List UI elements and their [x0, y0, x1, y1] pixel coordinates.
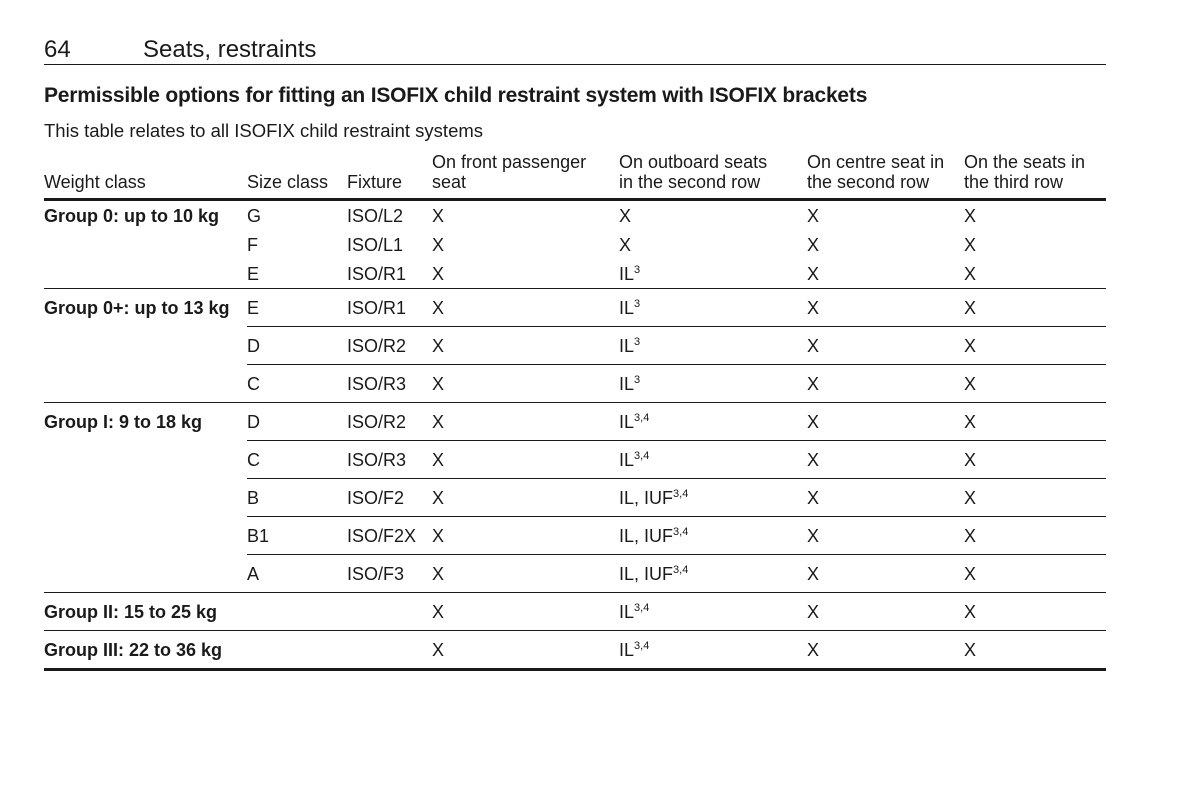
centre-second-row-cell-text: X: [807, 449, 820, 470]
outboard-second-row-cell-text: IL: [619, 263, 635, 284]
size-class-cell-text: C: [247, 449, 260, 470]
table-body: [44, 200, 1106, 670]
table-row: [44, 555, 1106, 593]
front-passenger-cell: [432, 555, 619, 593]
centre-second-row-cell-text: X: [807, 487, 820, 508]
centre-second-row-cell-text: X: [807, 373, 820, 394]
header-third-row: [964, 152, 1106, 200]
outboard-second-row-cell: [619, 441, 807, 479]
third-row-cell-text: X: [964, 234, 977, 255]
centre-second-row-cell-text: X: [807, 411, 820, 432]
weight-class-cell: [44, 593, 247, 631]
weight-class-cell-text: Group 0: up to 10 kg: [44, 205, 220, 226]
table-row: [44, 517, 1106, 555]
centre-second-row-cell: [807, 259, 964, 289]
front-passenger-cell: [432, 327, 619, 365]
header-centre-second-row: [807, 152, 964, 200]
size-class-cell: [247, 441, 347, 479]
front-passenger-cell: [432, 479, 619, 517]
header-line: On centre seat in: [807, 152, 945, 172]
centre-second-row-cell: [807, 327, 964, 365]
footnote-reference: 3: [634, 263, 641, 276]
fixture-cell-text: ISO/R2: [347, 411, 407, 432]
fixture-cell-text: ISO/L1: [347, 234, 404, 255]
size-class-cell-text: B1: [247, 525, 270, 546]
third-row-cell: [964, 441, 1106, 479]
front-passenger-cell: [432, 631, 619, 670]
front-passenger-cell-text: X: [432, 525, 445, 546]
third-row-cell: [964, 555, 1106, 593]
size-class-cell-text: B: [247, 487, 260, 508]
header-line: On the seats in: [964, 152, 1086, 172]
header-line: in the second row: [619, 172, 761, 192]
header-line: the third row: [964, 172, 1064, 192]
centre-second-row-cell: [807, 441, 964, 479]
weight-class-cell-text: Group II: 15 to 25 kg: [44, 601, 218, 622]
front-passenger-cell-text: X: [432, 234, 445, 255]
outboard-second-row-cell-text: IL: [619, 411, 635, 432]
weight-class-cell: [44, 631, 247, 670]
header-weight-class: Weight class: [44, 152, 247, 200]
header-fixture: Fixture: [347, 152, 432, 200]
outboard-second-row-cell-text: IL, IUF: [619, 487, 674, 508]
centre-second-row-cell-text: X: [807, 601, 820, 622]
table-row: [44, 593, 1106, 631]
outboard-second-row-cell-text: IL: [619, 601, 635, 622]
front-passenger-cell: [432, 441, 619, 479]
third-row-cell: [964, 631, 1106, 670]
weight-class-cell: [44, 259, 247, 289]
fixture-cell: [347, 403, 432, 441]
outboard-second-row-cell: [619, 289, 807, 327]
fixture-cell-text: ISO/R2: [347, 335, 407, 356]
centre-second-row-cell: [807, 200, 964, 231]
fixture-cell: [347, 259, 432, 289]
size-class-cell-text: D: [247, 335, 260, 356]
centre-second-row-cell: [807, 517, 964, 555]
centre-second-row-cell-text: X: [807, 234, 820, 255]
table-row: [44, 200, 1106, 231]
centre-second-row-cell: [807, 631, 964, 670]
front-passenger-cell-text: X: [432, 411, 445, 432]
weight-class-cell: [44, 479, 247, 517]
weight-class-cell: [44, 230, 247, 259]
third-row-cell: [964, 327, 1106, 365]
front-passenger-cell-text: X: [432, 263, 445, 284]
third-row-cell: [964, 517, 1106, 555]
fixture-cell: [347, 631, 432, 670]
fixture-cell: [347, 200, 432, 231]
front-passenger-cell: [432, 230, 619, 259]
fixture-cell-text: ISO/L2: [347, 205, 404, 226]
page-header: [44, 30, 1106, 65]
footnote-reference: 3,4: [634, 411, 650, 424]
centre-second-row-cell-text: X: [807, 335, 820, 356]
weight-class-cell: [44, 289, 247, 327]
table-row: [44, 365, 1106, 403]
centre-second-row-cell-text: X: [807, 297, 820, 318]
third-row-cell-text: X: [964, 601, 977, 622]
outboard-second-row-cell: [619, 479, 807, 517]
weight-class-cell: [44, 517, 247, 555]
header-line: On outboard seats: [619, 152, 768, 172]
outboard-second-row-cell: [619, 230, 807, 259]
size-class-cell: [247, 327, 347, 365]
table-row: [44, 631, 1106, 670]
centre-second-row-cell: [807, 593, 964, 631]
weight-class-cell: [44, 365, 247, 403]
fixture-cell: [347, 327, 432, 365]
centre-second-row-cell-text: X: [807, 263, 820, 284]
size-class-cell: [247, 289, 347, 327]
table-header-row: [44, 152, 1106, 200]
centre-second-row-cell-text: X: [807, 205, 820, 226]
third-row-cell-text: X: [964, 563, 977, 584]
third-row-cell: [964, 259, 1106, 289]
outboard-second-row-cell: [619, 593, 807, 631]
outboard-second-row-cell: [619, 365, 807, 403]
size-class-cell: [247, 200, 347, 231]
intro-text: This table relates to all ISOFIX child restraint systems: [44, 120, 484, 141]
isofix-table: [44, 152, 1106, 671]
front-passenger-cell: [432, 517, 619, 555]
centre-second-row-cell: [807, 365, 964, 403]
weight-class-cell-text: Group I: 9 to 18 kg: [44, 411, 203, 432]
front-passenger-cell: [432, 200, 619, 231]
header-line: the second row: [807, 172, 930, 192]
front-passenger-cell-text: X: [432, 639, 445, 660]
third-row-cell-text: X: [964, 373, 977, 394]
fixture-cell: [347, 365, 432, 403]
size-class-cell-text: G: [247, 205, 262, 226]
fixture-cell: [347, 230, 432, 259]
fixture-cell-text: ISO/F2X: [347, 525, 417, 546]
page-number: 64: [44, 36, 71, 63]
outboard-second-row-cell-text: IL: [619, 297, 635, 318]
fixture-cell-text: ISO/R3: [347, 449, 407, 470]
size-class-cell: [247, 593, 347, 631]
outboard-second-row-cell: [619, 631, 807, 670]
centre-second-row-cell: [807, 479, 964, 517]
header-front-passenger-seat: [432, 152, 619, 200]
size-class-cell-text: E: [247, 263, 260, 284]
third-row-cell: [964, 593, 1106, 631]
centre-second-row-cell-text: X: [807, 525, 820, 546]
front-passenger-cell-text: X: [432, 205, 445, 226]
fixture-cell: [347, 593, 432, 631]
section-heading: Permissible options for fitting an ISOFIX child restraint system with ISOFIX brackets: [44, 84, 868, 107]
third-row-cell-text: X: [964, 525, 977, 546]
header-line: On front passenger: [432, 152, 587, 172]
third-row-cell-text: X: [964, 487, 977, 508]
weight-class-cell: [44, 200, 247, 231]
third-row-cell-text: X: [964, 449, 977, 470]
third-row-cell-text: X: [964, 411, 977, 432]
size-class-cell-text: F: [247, 234, 258, 255]
front-passenger-cell-text: X: [432, 297, 445, 318]
size-class-cell: [247, 631, 347, 670]
centre-second-row-cell: [807, 555, 964, 593]
fixture-cell-text: ISO/F3: [347, 563, 405, 584]
front-passenger-cell-text: X: [432, 335, 445, 356]
footnote-reference: 3,4: [673, 563, 689, 576]
front-passenger-cell-text: X: [432, 601, 445, 622]
front-passenger-cell-text: X: [432, 563, 445, 584]
third-row-cell: [964, 200, 1106, 231]
page-section-title: Seats, restraints: [143, 36, 317, 63]
third-row-cell: [964, 289, 1106, 327]
footnote-reference: 3: [634, 335, 641, 348]
table-row: [44, 230, 1106, 259]
table-row: [44, 289, 1106, 327]
front-passenger-cell: [432, 403, 619, 441]
third-row-cell: [964, 403, 1106, 441]
outboard-second-row-cell: [619, 517, 807, 555]
centre-second-row-cell: [807, 403, 964, 441]
footnote-reference: 3,4: [673, 487, 689, 500]
footnote-reference: 3,4: [634, 449, 650, 462]
fixture-cell-text: ISO/F2: [347, 487, 405, 508]
weight-class-cell: [44, 403, 247, 441]
third-row-cell-text: X: [964, 263, 977, 284]
outboard-second-row-cell-text: X: [619, 234, 632, 255]
size-class-cell-text: C: [247, 373, 260, 394]
size-class-cell: [247, 403, 347, 441]
fixture-cell-text: ISO/R1: [347, 263, 407, 284]
centre-second-row-cell-text: X: [807, 563, 820, 584]
footnote-reference: 3,4: [634, 601, 650, 614]
header-outboard-second-row: [619, 152, 807, 200]
front-passenger-cell: [432, 289, 619, 327]
outboard-second-row-cell: [619, 259, 807, 289]
front-passenger-cell-text: X: [432, 373, 445, 394]
footnote-reference: 3,4: [634, 639, 650, 652]
third-row-cell-text: X: [964, 297, 977, 318]
table-row: [44, 327, 1106, 365]
table-row: [44, 403, 1106, 441]
outboard-second-row-cell-text: IL: [619, 639, 635, 660]
weight-class-cell: [44, 327, 247, 365]
footnote-reference: 3: [634, 373, 641, 386]
front-passenger-cell: [432, 593, 619, 631]
footnote-reference: 3: [634, 297, 641, 310]
front-passenger-cell-text: X: [432, 487, 445, 508]
size-class-cell: [247, 230, 347, 259]
front-passenger-cell-text: X: [432, 449, 445, 470]
outboard-second-row-cell: [619, 327, 807, 365]
fixture-cell: [347, 479, 432, 517]
size-class-cell-text: D: [247, 411, 260, 432]
outboard-second-row-cell-text: IL: [619, 335, 635, 356]
third-row-cell-text: X: [964, 335, 977, 356]
size-class-cell: [247, 259, 347, 289]
outboard-second-row-cell-text: IL, IUF: [619, 525, 674, 546]
third-row-cell: [964, 230, 1106, 259]
outboard-second-row-cell: [619, 403, 807, 441]
centre-second-row-cell: [807, 230, 964, 259]
third-row-cell-text: X: [964, 639, 977, 660]
weight-class-cell: [44, 555, 247, 593]
weight-class-cell: [44, 441, 247, 479]
fixture-cell: [347, 289, 432, 327]
table-row: [44, 259, 1106, 289]
centre-second-row-cell: [807, 289, 964, 327]
header-size-class: Size class: [247, 152, 347, 200]
front-passenger-cell: [432, 259, 619, 289]
size-class-cell: [247, 517, 347, 555]
size-class-cell-text: A: [247, 563, 260, 584]
fixture-cell-text: ISO/R3: [347, 373, 407, 394]
fixture-cell: [347, 517, 432, 555]
outboard-second-row-cell-text: IL: [619, 449, 635, 470]
outboard-second-row-cell-text: IL, IUF: [619, 563, 674, 584]
table-row: [44, 479, 1106, 517]
size-class-cell: [247, 365, 347, 403]
centre-second-row-cell-text: X: [807, 639, 820, 660]
outboard-second-row-cell: [619, 555, 807, 593]
third-row-cell-text: X: [964, 205, 977, 226]
weight-class-cell-text: Group 0+: up to 13 kg: [44, 297, 230, 318]
fixture-cell: [347, 441, 432, 479]
outboard-second-row-cell-text: IL: [619, 373, 635, 394]
weight-class-cell-text: Group III: 22 to 36 kg: [44, 639, 223, 660]
size-class-cell: [247, 479, 347, 517]
table-row: [44, 441, 1106, 479]
third-row-cell: [964, 479, 1106, 517]
front-passenger-cell: [432, 365, 619, 403]
header-line: seat: [432, 172, 467, 192]
outboard-second-row-cell-text: X: [619, 205, 632, 226]
size-class-cell: [247, 555, 347, 593]
footnote-reference: 3,4: [673, 525, 689, 538]
size-class-cell-text: E: [247, 297, 260, 318]
third-row-cell: [964, 365, 1106, 403]
outboard-second-row-cell: [619, 200, 807, 231]
fixture-cell-text: ISO/R1: [347, 297, 407, 318]
fixture-cell: [347, 555, 432, 593]
